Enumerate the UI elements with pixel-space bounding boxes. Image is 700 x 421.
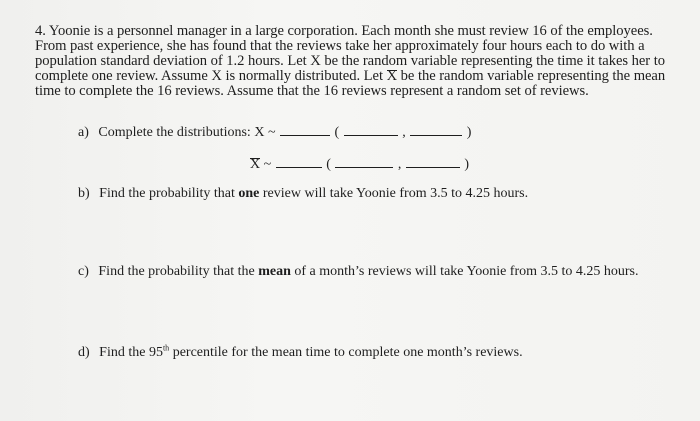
x-distribution-blank[interactable] xyxy=(280,124,330,136)
emphasis-mean: mean xyxy=(258,264,291,279)
part-d: d) Find the 95th percentile for the mean time to complete one month’s reviews. xyxy=(78,343,523,360)
part-a-row-xbar: X ~ ( , ) xyxy=(250,157,470,172)
tilde: ~ xyxy=(263,157,272,172)
emphasis-one: one xyxy=(238,186,260,201)
part-c-letter: c) xyxy=(78,264,89,279)
part-c: c) Find the probability that the mean of a month’s reviews will take Yoonie from 3.5 to 4.25 hours. xyxy=(78,264,639,279)
xbar-symbol: X xyxy=(386,68,398,84)
part-a-letter: a) xyxy=(78,125,89,140)
xbar-mean-blank[interactable] xyxy=(335,156,393,168)
x-mean-blank[interactable] xyxy=(344,124,398,136)
xbar-symbol-a: X xyxy=(250,157,261,172)
superscript-th: th xyxy=(162,343,170,353)
problem-line-1: 4. Yoonie is a personnel manager in a large corporation. Each month she must review 16 of the employees. xyxy=(35,23,653,39)
part-d-letter: d) xyxy=(78,345,90,360)
part-b-letter: b) xyxy=(78,186,90,201)
problem-statement xyxy=(35,23,666,99)
xbar-distribution-blank[interactable] xyxy=(276,156,322,168)
tilde: ~ xyxy=(267,125,276,140)
x-sd-blank[interactable] xyxy=(410,124,462,136)
part-a-text: Complete the distributions: xyxy=(98,125,251,140)
problem-line-5: time to complete the 16 reviews. Assume that the 16 reviews represent a random set of reviews. xyxy=(35,83,589,99)
xbar-sd-blank[interactable] xyxy=(406,156,460,168)
problem-line-2: From past experience, she has found that the reviews take her approximately four hours each to do with a xyxy=(35,38,645,54)
x-symbol: X xyxy=(254,125,265,140)
problem-line-4: complete one review. Assume X is normally distributed. Let X be the random variable representing the mean xyxy=(35,68,666,84)
part-b: b) Find the probability that one review will take Yoonie from 3.5 to 4.25 hours. xyxy=(78,186,529,201)
part-a-row-x: a) Complete the distributions: X ~ ( , ) xyxy=(78,125,472,140)
problem-line-3: population standard deviation of 1.2 hours. Let X be the random variable representing the time it takes her to xyxy=(35,53,665,69)
problem-number: 4. xyxy=(35,23,46,39)
